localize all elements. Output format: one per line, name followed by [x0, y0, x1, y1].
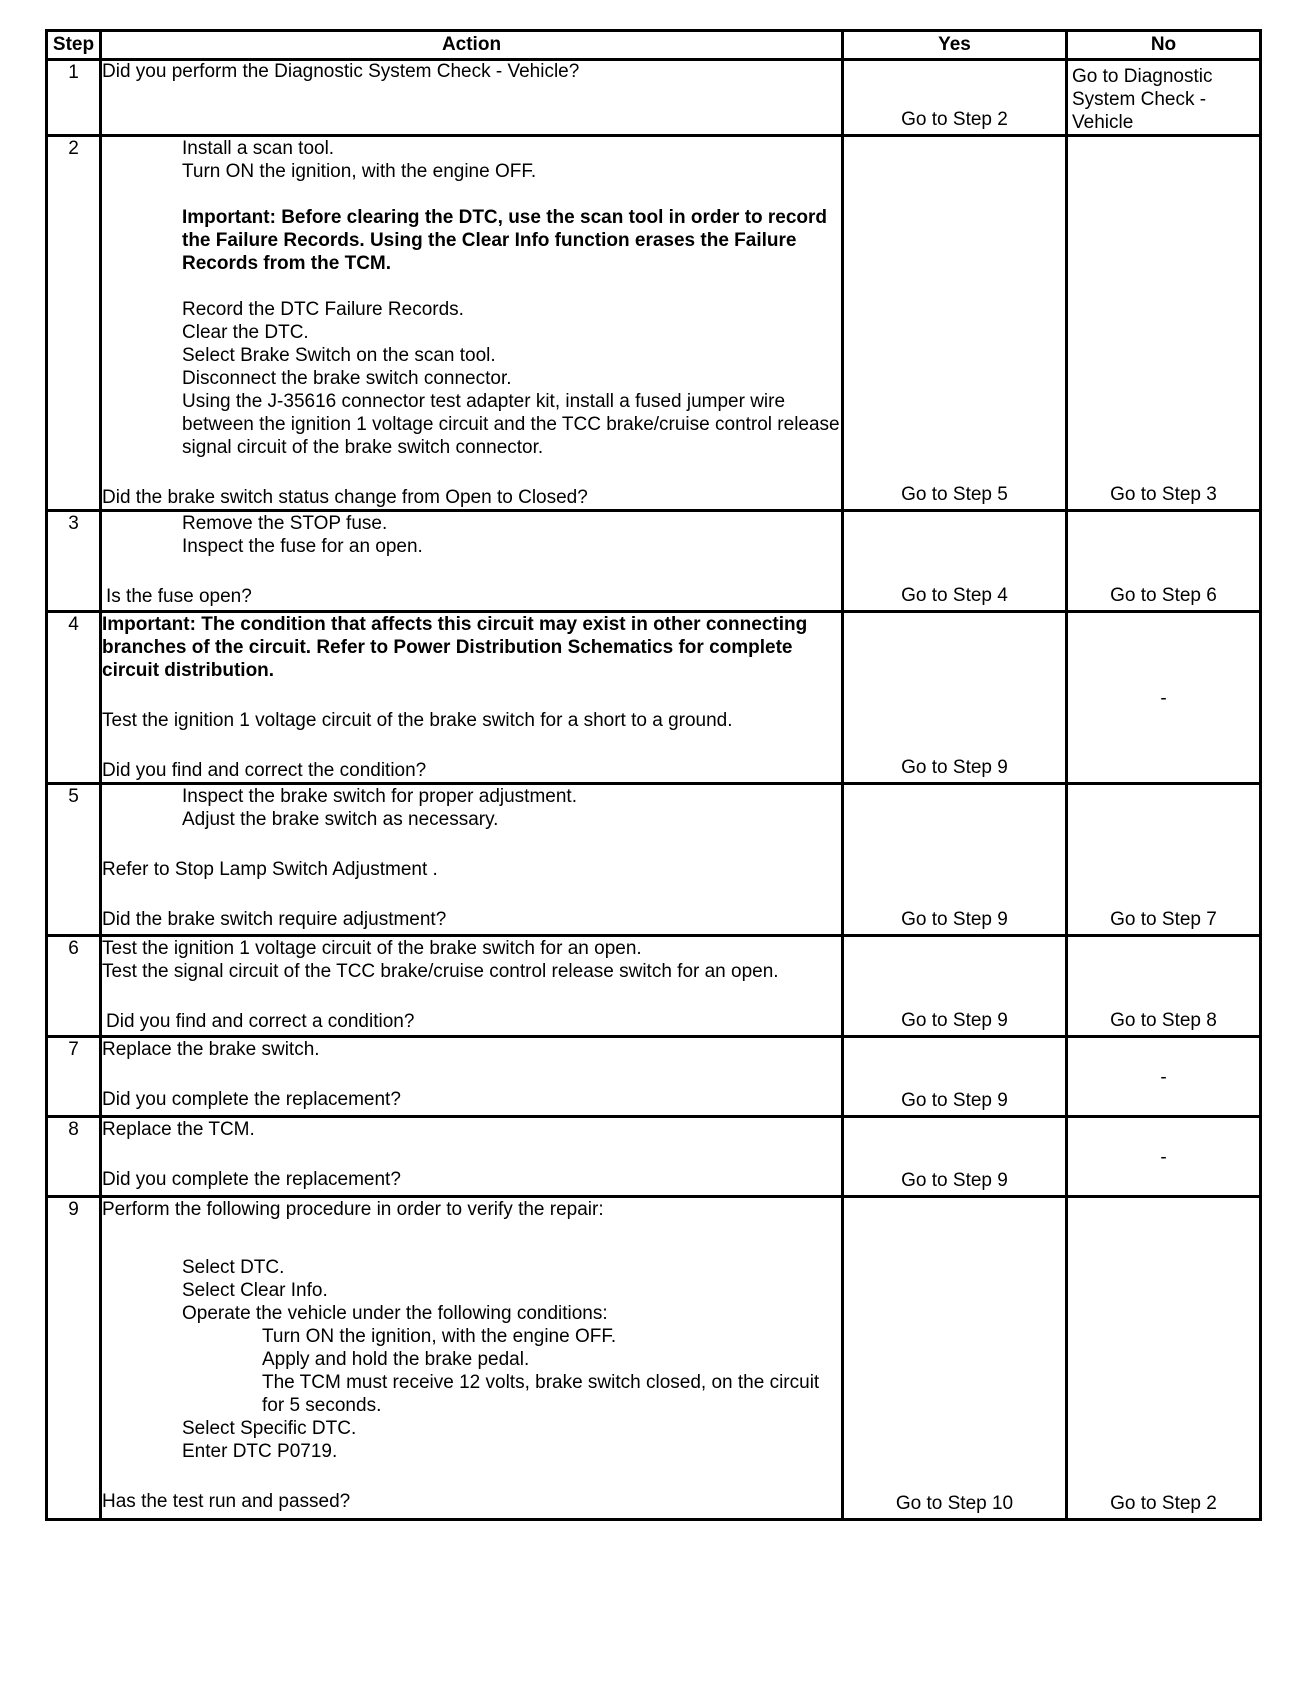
header-action: Action	[101, 31, 843, 60]
step-number: 1	[47, 60, 101, 136]
action-subline: The TCM must receive 12 volts, brake switch closed, on the circuit for 5 seconds.	[262, 1372, 820, 1416]
no-link[interactable]: Go to Step 7	[1110, 909, 1217, 930]
no-link[interactable]: Go to Step 8	[1110, 1010, 1217, 1031]
action-cell	[101, 511, 843, 612]
action-line: Replace the TCM.	[102, 1119, 255, 1140]
action-line: Adjust the brake switch as necessary.	[182, 809, 499, 830]
action-line: Enter DTC P0719.	[182, 1441, 338, 1462]
important-note: Important: Before clearing the DTC, use the scan tool in order to record the Failure Records. Using the Clear Info function erases the Failure Records from the TCM.	[182, 207, 828, 274]
no-link[interactable]	[1068, 61, 1259, 134]
yes-link[interactable]: Go to Step 10	[895, 1493, 1014, 1514]
no-cell	[1067, 1037, 1261, 1117]
no-cell	[1067, 60, 1261, 136]
action-line: Perform the following procedure in order to verify the repair:	[102, 1199, 604, 1220]
no-dash: -	[1160, 687, 1167, 709]
action-question: Did you complete the replacement?	[102, 1089, 401, 1110]
action-cell	[101, 936, 843, 1037]
step-number: 8	[47, 1117, 101, 1197]
header-no: No	[1067, 31, 1261, 60]
action-line: Clear the DTC.	[182, 322, 309, 343]
yes-link[interactable]: Go to Step 4	[901, 585, 1008, 606]
no-link[interactable]: Go to Step 6	[1110, 585, 1217, 606]
table-row	[47, 1117, 1261, 1197]
no-cell	[1067, 936, 1261, 1037]
step-number: 9	[47, 1197, 101, 1520]
action-line: Disconnect the brake switch connector.	[182, 368, 512, 389]
action-line: Test the ignition 1 voltage circuit of the brake switch for a short to a ground.	[102, 710, 733, 731]
no-link-line: Go to Diagnostic	[1072, 66, 1213, 87]
action-line: Refer to Stop Lamp Switch Adjustment .	[102, 859, 438, 880]
action-cell	[101, 1117, 843, 1197]
table-row	[47, 936, 1261, 1037]
no-link[interactable]: Go to Step 2	[1110, 1493, 1217, 1514]
action-line: Inspect the brake switch for proper adjustment.	[182, 786, 577, 807]
action-line: Using the J-35616 connector test adapter kit, install a fused jumper wire between the ignition 1 voltage circuit and the TCC brake/cruise control release signal circuit of the brake switch connector.	[182, 391, 840, 458]
yes-cell	[843, 784, 1067, 936]
yes-link[interactable]: Go to Step 9	[901, 1010, 1008, 1031]
table-row	[47, 1037, 1261, 1117]
step-number: 5	[47, 784, 101, 936]
yes-cell	[843, 1117, 1067, 1197]
header-yes: Yes	[843, 31, 1067, 60]
important-note: Important: The condition that affects this circuit may exist in other connecting branches of the circuit. Refer to Power Distribution Schematics for complete circuit distribution.	[102, 614, 808, 681]
yes-link[interactable]: Go to Step 2	[901, 109, 1008, 130]
action-line: Operate the vehicle under the following conditions:	[182, 1303, 608, 1324]
yes-cell	[843, 511, 1067, 612]
table-row	[47, 60, 1261, 136]
no-dash: -	[1160, 1146, 1167, 1168]
action-line: Record the DTC Failure Records.	[182, 299, 464, 320]
header-step: Step	[47, 31, 101, 60]
yes-cell	[843, 612, 1067, 784]
no-link-line: Vehicle	[1072, 112, 1134, 133]
action-line: Turn ON the ignition, with the engine OFF.	[182, 161, 537, 182]
diagnostic-table	[45, 29, 1262, 1521]
action-line: Install a scan tool.	[182, 138, 335, 159]
action-question: Did you find and correct the condition?	[102, 760, 427, 781]
yes-cell	[843, 60, 1067, 136]
yes-link[interactable]: Go to Step 9	[901, 1090, 1008, 1111]
action-line: Inspect the fuse for an open.	[182, 536, 423, 557]
yes-link[interactable]: Go to Step 9	[901, 1170, 1008, 1191]
step-number: 7	[47, 1037, 101, 1117]
no-cell	[1067, 612, 1261, 784]
action-cell	[101, 1197, 843, 1520]
no-cell	[1067, 784, 1261, 936]
action-subline: Apply and hold the brake pedal.	[262, 1349, 530, 1370]
header-row	[47, 31, 1261, 60]
action-cell	[101, 612, 843, 784]
action-line: Select DTC.	[182, 1257, 285, 1278]
table-row	[47, 612, 1261, 784]
action-question: Did you complete the replacement?	[102, 1169, 401, 1190]
no-cell	[1067, 1197, 1261, 1520]
yes-link[interactable]: Go to Step 9	[901, 909, 1008, 930]
table-row	[47, 136, 1261, 511]
action-line: Select Clear Info.	[182, 1280, 328, 1301]
step-number: 3	[47, 511, 101, 612]
action-cell	[101, 784, 843, 936]
action-line: Select Specific DTC.	[182, 1418, 357, 1439]
action-question: Has the test run and passed?	[102, 1491, 351, 1512]
action-subline: Turn ON the ignition, with the engine OFF.	[262, 1326, 617, 1347]
action-question: Did you find and correct a condition?	[106, 1011, 415, 1032]
no-cell	[1067, 136, 1261, 511]
yes-cell	[843, 936, 1067, 1037]
no-link-line: System Check -	[1072, 89, 1207, 110]
yes-cell	[843, 1037, 1067, 1117]
table-row	[47, 1197, 1261, 1520]
action-question: Did the brake switch require adjustment?	[102, 909, 447, 930]
action-line: Select Brake Switch on the scan tool.	[182, 345, 496, 366]
no-link[interactable]: Go to Step 3	[1110, 484, 1217, 505]
table-row	[47, 784, 1261, 936]
action-line: Replace the brake switch.	[102, 1039, 320, 1060]
action-cell	[101, 60, 843, 136]
action-line: Remove the STOP fuse.	[182, 513, 388, 534]
no-cell	[1067, 1117, 1261, 1197]
yes-link[interactable]: Go to Step 5	[901, 484, 1008, 505]
action-line: Test the ignition 1 voltage circuit of the brake switch for an open.	[102, 938, 642, 959]
table-row	[47, 511, 1261, 612]
step-number: 6	[47, 936, 101, 1037]
yes-cell	[843, 1197, 1067, 1520]
action-cell	[101, 1037, 843, 1117]
action-cell	[101, 136, 843, 511]
action-line: Test the signal circuit of the TCC brake/cruise control release switch for an open.	[102, 961, 779, 982]
yes-cell	[843, 136, 1067, 511]
step-number: 4	[47, 612, 101, 784]
step-number: 2	[47, 136, 101, 511]
yes-link[interactable]: Go to Step 9	[901, 757, 1008, 778]
action-question: Is the fuse open?	[106, 586, 252, 607]
no-cell	[1067, 511, 1261, 612]
action-question: Did the brake switch status change from Open to Closed?	[102, 487, 588, 508]
action-question: Did you perform the Diagnostic System Check - Vehicle?	[102, 61, 580, 82]
no-dash: -	[1160, 1066, 1167, 1088]
